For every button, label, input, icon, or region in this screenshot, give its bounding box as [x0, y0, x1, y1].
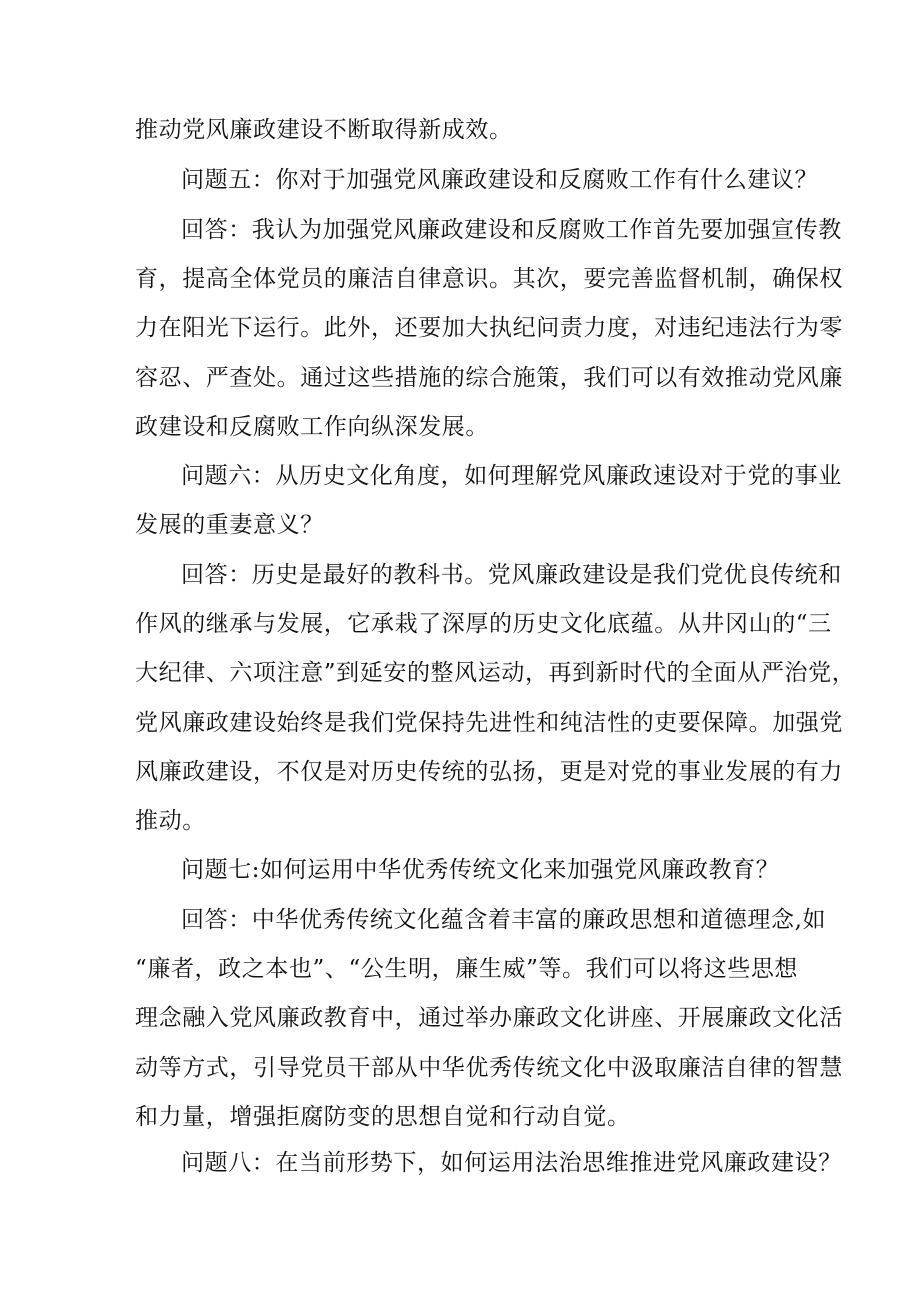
question-heading: 问题六：从历史文化角度，如何理解党风廉政速设对于党的事业	[181, 463, 842, 489]
text-line: 推动党风廉政建设不断取得新成效。	[135, 117, 513, 143]
answer-line: 党风廉政建设始终是我们党保持先进性和纯洁性的吏要保障。加强党	[135, 710, 843, 736]
answer-line: 推动。	[135, 808, 206, 834]
question-heading: 问题八：在当前形势下，如何运用法治思维推进党风廉政建设？	[181, 1150, 842, 1176]
answer-line: 大纪律、六项注意”到延安的整风运动，再到新时代的全面从严治党，	[135, 660, 856, 686]
answer-line: 育，提高全体党员的廉洁自律意识。其次，要完善监督机制，确保权	[135, 266, 843, 292]
answer-line: 动等方式，引导党员干部从中华优秀传统文化中汲取廉洁自律的智慧	[135, 1055, 843, 1081]
answer-line: 风廉政建设，不仅是对历史传统的弘扬，更是对党的事业发展的有力	[135, 759, 843, 785]
question-heading: 发展的重妻意义？	[135, 512, 324, 538]
answer-line: 容忍、严查处。通过这些措施的综合施策，我们可以有效推动党风廉	[135, 365, 843, 391]
question-heading: 问题七:如何运用中华优秀传统文化来加强党风廉政教育？	[181, 857, 780, 883]
answer-line: 作风的继承与发展，它承栽了深厚的历史文化底蕴。从井冈山的“三	[135, 611, 832, 637]
answer-line: 回答：历史是最好的教科书。党风廉政建设是我们党优良传统和	[181, 562, 842, 588]
answer-line: 回答：我认为加强党风廉政建设和反腐败工作首先要加强宣传教	[181, 217, 842, 243]
answer-line: 政建设和反腐败工作向纵深发展。	[135, 414, 489, 440]
answer-line: “廉者，政之本也”、“公生明，廉生威”等。我们可以将这些思想	[135, 956, 799, 982]
question-heading: 问题五：你对于加强党风廉政建设和反腐败工作有什么建议？	[181, 167, 819, 193]
answer-line: 力在阳光下运行。此外，还要加大执纪问责力度，对违纪违法行为零	[135, 315, 843, 341]
answer-line: 理念融入党风廉政教育中，通过举办廉政文化讲座、开展廉政文化活	[135, 1005, 843, 1031]
answer-line: 回答：中华优秀传统文化蕴含着丰富的廉政思想和道德理念,如	[181, 907, 827, 933]
answer-line: 和力量，增强拒腐防变的思想自觉和行动自觉。	[135, 1104, 631, 1130]
